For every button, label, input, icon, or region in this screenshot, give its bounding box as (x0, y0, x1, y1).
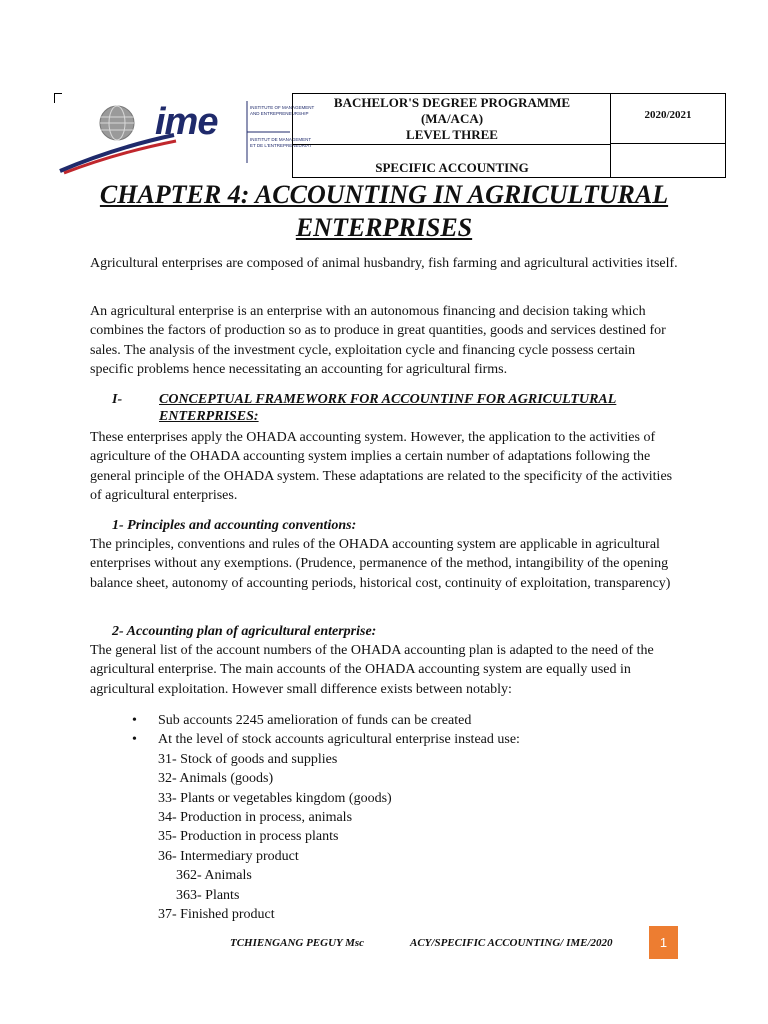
svg-text:ET DE L'ENTREPRENEURIAT: ET DE L'ENTREPRENEURIAT (250, 143, 312, 148)
page-number-badge: 1 (649, 926, 678, 959)
ime-logo (54, 93, 315, 176)
account-item: 37- Finished product (158, 907, 275, 923)
section-body: These enterprises apply the OHADA accounting system. However, the application to the activities of agriculture of the OHADA accounting system implies a certain number of adaptations following the general principle of the OHADA system. These adaptations are related to the specificity of the activities of agricultural enterprises. (90, 430, 673, 504)
list-item: • At the level of stock accounts agricultural enterprise instead use: (90, 730, 680, 749)
subsection-heading-1: 1- Principles and accounting conventions: (112, 518, 357, 533)
account-item: 35- Production in process plants (158, 829, 339, 845)
accounts-list (90, 711, 680, 924)
chapter-title (90, 178, 678, 244)
sub-account-item: 363- Plants (176, 887, 240, 903)
footer-author: TCHIENGANG PEGUY Msc (230, 937, 365, 949)
programme-cell (292, 93, 611, 178)
account-item: 32- Animals (goods) (158, 771, 274, 787)
subsection-body-2: The general list of the account numbers of the OHADA accounting plan is adapted to the need of the agricultural enterprise. The main accounts of the OHADA accounting system are equally used in agricultural exploitation. However small difference exists between notably: (90, 643, 654, 697)
subsection-heading-2: 2- Accounting plan of agricultural enterprise: (112, 624, 377, 639)
year-cell (610, 93, 726, 178)
section-title: CONCEPTUAL FRAMEWORK FOR ACCOUNTINF FOR AGRICULTURAL ENTERPRISES: (159, 392, 617, 424)
programme-level: LEVEL THREE (406, 127, 498, 142)
account-item: 36- Intermediary product (158, 848, 299, 864)
bullet-icon: • (132, 732, 137, 748)
bullet-icon: • (132, 713, 137, 728)
sub-account-item: 362- Animals (176, 868, 252, 884)
intro-paragraph-1: Agricultural enterprises are composed of animal husbandry, fish farming and agricultural activities itself. (90, 256, 678, 271)
account-item: 34- Production in process, animals (158, 810, 353, 826)
svg-text:INSTITUT DE MANAGEMENT: INSTITUT DE MANAGEMENT (250, 137, 312, 142)
chapter-title-line-1: CHAPTER 4: ACCOUNTING IN AGRICULTURAL (99, 180, 669, 209)
programme-title: BACHELOR'S DEGREE PROGRAMME (333, 95, 571, 110)
account-item: 31- Stock of goods and supplies (158, 751, 338, 767)
footer-reference: ACY/SPECIFIC ACCOUNTING/ IME/2020 (410, 937, 613, 949)
intro-paragraph-2: An agricultural enterprise is an enterprise with an autonomous financing and decision taking which combines the factors of production so as to produce in great quantities, goods and services destined for sales. The analysis of the investment cycle, exploitation cycle and financing cycle possess certain specific problems hence necessitating an accounting for agricultural firms. (90, 304, 666, 378)
account-item: 33- Plants or vegetables kingdom (goods) (158, 790, 392, 806)
svg-text:INSTITUTE OF MANAGEMENT: INSTITUTE OF MANAGEMENT (250, 105, 315, 110)
programme-code: (MA/ACA) (420, 111, 484, 126)
academic-year: 2020/2021 (611, 94, 725, 144)
course-title: SPECIFIC ACCOUNTING (375, 160, 529, 175)
logo-wordmark: ime (155, 101, 218, 143)
section-number: I- (112, 392, 123, 407)
svg-text:AND ENTREPRENEURSHIP: AND ENTREPRENEURSHIP (250, 111, 309, 116)
subsection-body-1: The principles, conventions and rules of the OHADA accounting system are applicable in agricultural enterprises without any exemptions. (Prudence, permanence of the method, intangibility of the opening balance sheet, autonomy of accounting periods, historical cost, continuity of exploitation, transparency) (90, 537, 671, 591)
page-footer (230, 937, 613, 949)
document-header (54, 93, 725, 176)
chapter-title-line-2: ENTERPRISES (295, 213, 473, 242)
list-item: • Sub accounts 2245 amelioration of funds can be created (90, 711, 680, 730)
